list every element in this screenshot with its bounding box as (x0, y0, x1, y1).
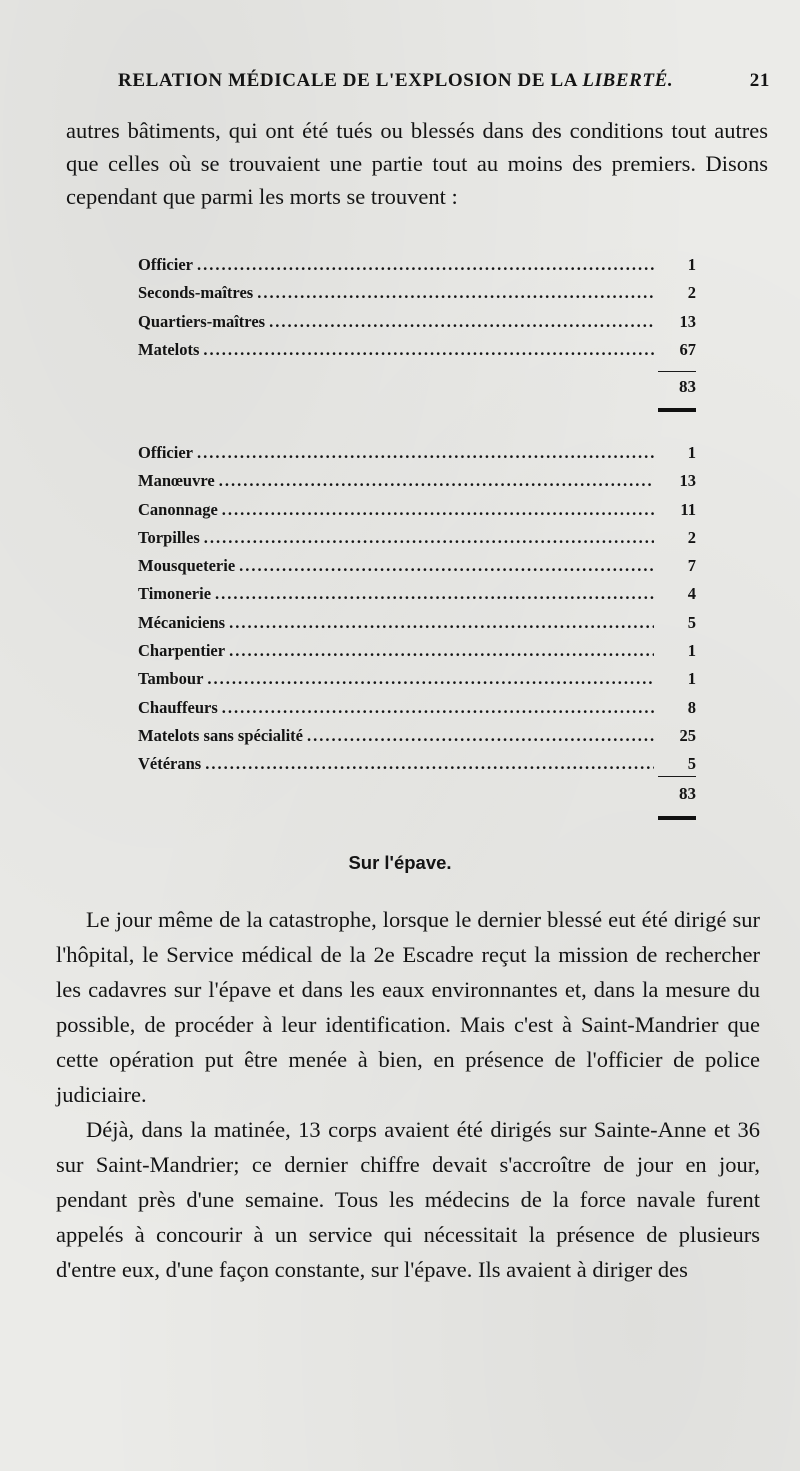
total-by-speciality: 83 (679, 784, 696, 803)
row-value: 13 (679, 471, 696, 491)
row-value: 4 (687, 584, 696, 604)
row-label: Charpentier (138, 641, 226, 661)
total-rule (658, 816, 696, 820)
table-row (138, 584, 696, 612)
table-row (138, 528, 696, 556)
table-row (138, 443, 696, 471)
row-label: Mécaniciens (138, 612, 226, 632)
row-value: 5 (687, 612, 696, 632)
row-value: 11 (680, 499, 696, 519)
row-value: 1 (687, 669, 696, 689)
casualty-table-by-grade (138, 255, 696, 368)
table-row (138, 641, 696, 669)
table-row (138, 754, 696, 782)
table-row (138, 340, 696, 368)
total-rule (658, 408, 696, 412)
dot-leader (222, 698, 654, 718)
page-number: 21 (749, 70, 770, 91)
dot-leader (307, 726, 654, 746)
dot-leader (269, 312, 654, 332)
row-value: 2 (687, 283, 696, 303)
row-label: Torpilles (138, 527, 200, 547)
row-label: Canonnage (138, 499, 218, 519)
row-label: Quartiers-maîtres (138, 311, 266, 331)
table-row (138, 613, 696, 641)
section-heading: Sur l'épave. (348, 852, 452, 873)
row-label: Chauffeurs (138, 697, 218, 717)
row-label: Timonerie (138, 584, 212, 604)
row-value: 25 (679, 725, 696, 745)
paragraph: Le jour même de la catastrophe, lorsque le dernier blessé eut été dirigé sur l'hôpital, le Service médical de la 2e Escadre reçut la mission de rechercher les cadavres sur l'épave et dans les eaux environnantes et, dans la mesure du possible, de procéder à leur identification. Mais c'est à Saint-Mandrier que cette opération put être menée à bien, en présence de l'officier de police judiciaire. (56, 907, 760, 1107)
row-value: 1 (687, 255, 696, 274)
row-label: Mousqueterie (138, 556, 236, 576)
dot-leader (215, 584, 654, 604)
row-value: 2 (687, 527, 696, 547)
table-row (138, 500, 696, 528)
dot-leader (207, 669, 654, 689)
dot-leader (197, 443, 654, 463)
dot-leader (203, 340, 654, 360)
dot-leader (257, 283, 654, 303)
casualty-table-by-speciality (138, 443, 696, 783)
paragraph: Déjà, dans la matinée, 13 corps avaient été dirigés sur Sainte-Anne et 36 sur Saint-Mandrier; ce dernier chiffre devait s'accroître de jour en jour, pendant près d'une semaine. Tous les médecins de la force navale furent appelés à concourir à un service qui nécessitait la présence de plusieurs d'entre eux, d'une façon constante, sur l'épave. Ils avaient à diriger des (56, 1117, 760, 1282)
total-by-grade: 83 (679, 377, 696, 396)
body-text (56, 902, 760, 1287)
dot-leader (229, 641, 654, 661)
table-row (138, 698, 696, 726)
table-row (138, 669, 696, 697)
sum-rule (658, 371, 696, 372)
running-title-main: RELATION MÉDICALE DE L'EXPLOSION DE LA (118, 70, 583, 91)
table-row (138, 283, 696, 311)
table-row (138, 255, 696, 283)
row-label: Officier (138, 443, 193, 462)
table-row (138, 726, 696, 754)
row-label: Manœuvre (138, 471, 215, 491)
table-row (138, 556, 696, 584)
dot-leader (219, 471, 654, 491)
running-header (118, 70, 770, 92)
running-title-ship: LIBERTÉ. (582, 70, 674, 91)
row-value: 13 (679, 311, 696, 331)
dot-leader (205, 754, 654, 774)
dot-leader (229, 613, 654, 633)
dot-leader (204, 528, 654, 548)
row-value: 5 (687, 754, 696, 774)
dot-leader (222, 500, 654, 520)
table-row (138, 471, 696, 499)
row-label: Matelots (138, 339, 200, 359)
running-title (118, 70, 673, 92)
row-label: Vétérans (138, 754, 202, 774)
row-value: 67 (679, 339, 696, 359)
row-label: Matelots sans spécialité (138, 725, 303, 745)
row-label: Seconds-maîtres (138, 283, 254, 303)
row-label: Tambour (138, 669, 204, 689)
dot-leader (197, 255, 654, 275)
row-value: 1 (687, 641, 696, 661)
row-label: Officier (138, 255, 193, 274)
sum-rule (658, 776, 696, 777)
row-value: 7 (687, 556, 696, 576)
row-value: 1 (687, 443, 696, 462)
dot-leader (239, 556, 654, 576)
intro-paragraph: autres bâtiments, qui ont été tués ou blessés dans des conditions tout autres que celles où se trouvaient une partie tout au moins des premiers. Disons cependant que parmi les morts se trouvent : (66, 118, 768, 209)
table-row (138, 312, 696, 340)
row-value: 8 (687, 697, 696, 717)
